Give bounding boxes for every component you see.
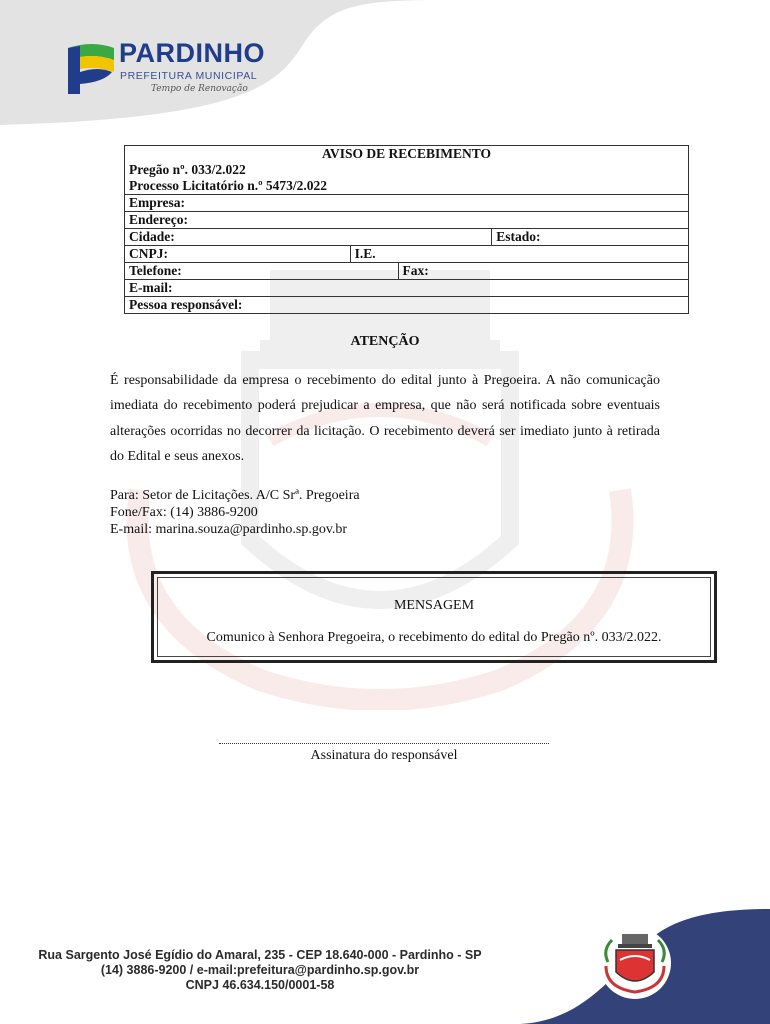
footer-line-address: Rua Sargento José Egídio do Amaral, 235 - CEP 18.640-000 - Pardinho - SP [38, 948, 482, 962]
processo-number: Processo Licitatório n.º 5473/2.022 [125, 178, 689, 195]
fax-field[interactable]: Fax: [398, 263, 688, 280]
footer-address [0, 948, 520, 993]
pardinho-logo [56, 30, 286, 110]
footer-line-contact: (14) 3886-9200 / e-mail:prefeitura@pardinho.sp.gov.br [100, 963, 420, 977]
municipal-coat-of-arms-icon [598, 926, 672, 1000]
message-title: MENSAGEM [393, 598, 475, 613]
logo-name: PARDINHO [119, 38, 266, 68]
contact-phone: Fone/Fax: (14) 3886-9200 [110, 505, 258, 520]
cidade-field[interactable]: Cidade: [125, 229, 492, 246]
logo-subtitle: PREFEITURA MUNICIPAL [120, 70, 258, 82]
message-box-inner [157, 577, 711, 657]
logo-tagline: Tempo de Renovação [151, 84, 248, 94]
endereco-field[interactable]: Endereço: [125, 212, 689, 229]
cnpj-field[interactable]: CNPJ: [125, 246, 351, 263]
pessoa-responsavel-field[interactable]: Pessoa responsável: [125, 297, 689, 314]
notice-paragraph: É responsabilidade da empresa o recebimento do edital junto à Pregoeira. A não comunicação imediata do recebimento poderá prejudicar a empresa, que não será notificada sobre eventuais alterações ocorridas no decorrer da licitação. O recebimento deverá ser imediato junto à retirada do Edital e seus anexos. [110, 373, 660, 464]
ie-field[interactable]: I.E. [350, 246, 688, 263]
contact-to: Para: Setor de Licitações. A/C Srª. Pregoeira [110, 488, 360, 503]
empresa-field[interactable]: Empresa: [125, 195, 689, 212]
footer-line-cnpj: CNPJ 46.634.150/0001-58 [185, 978, 335, 992]
message-box [151, 571, 717, 663]
telefone-field[interactable]: Telefone: [125, 263, 399, 280]
estado-field[interactable]: Estado: [492, 229, 689, 246]
message-text: Comunico à Senhora Pregoeira, o recebimento do edital do Pregão nº. 033/2.022. [206, 630, 662, 645]
pregao-number: Pregão nº. 033/2.022 [125, 162, 689, 178]
form-title: AVISO DE RECEBIMENTO [125, 146, 689, 163]
attention-heading: ATENÇÃO [350, 334, 420, 349]
contact-email: E-mail: marina.souza@pardinho.sp.gov.br [110, 522, 348, 537]
signature-label: Assinatura do responsável [310, 748, 458, 763]
pardinho-logo-icon [64, 38, 120, 98]
receipt-form-table [124, 145, 689, 314]
email-field[interactable]: E-mail: [125, 280, 689, 297]
signature-line [219, 743, 549, 744]
